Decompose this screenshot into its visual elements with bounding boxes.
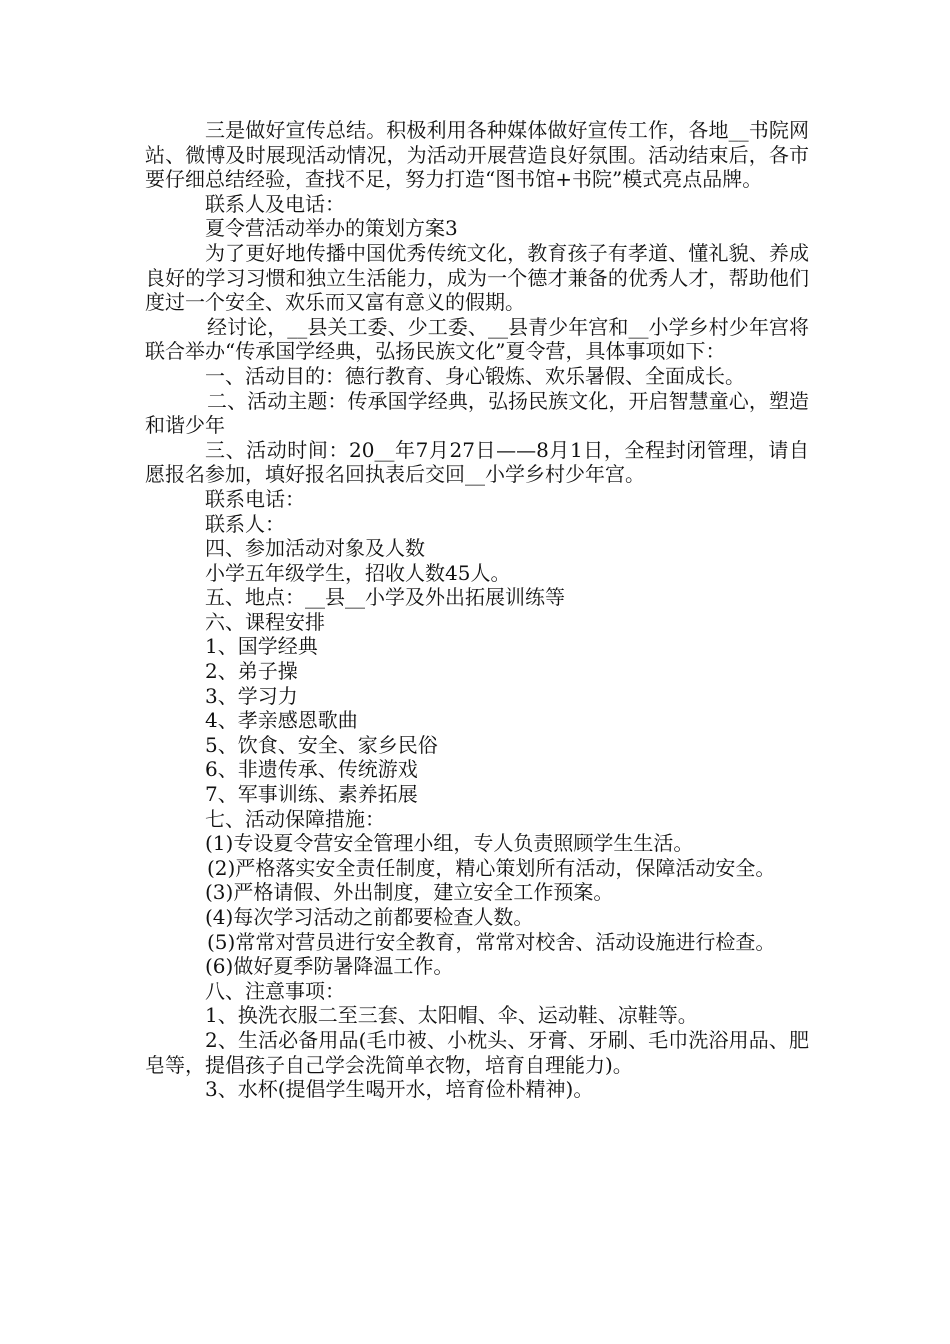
paragraph: 六、课程安排 bbox=[205, 609, 325, 634]
paragraph: (5)常常对营员进行安全教育，常常对校舍、活动设施进行检查。 bbox=[207, 929, 776, 954]
paragraph: 夏令营活动举办的策划方案3 bbox=[205, 216, 458, 241]
paragraph: 联系电话： bbox=[205, 486, 305, 511]
paragraph: 3、学习力 bbox=[205, 683, 298, 708]
paragraph: 2、生活必备用品(毛巾被、小枕头、牙膏、牙刷、毛巾洗浴用品、肥皂等，提倡孩子自己学会洗简单衣物，培育自理能力)。 bbox=[145, 1027, 809, 1077]
paragraph: 联系人： bbox=[205, 511, 285, 536]
paragraph: 联系人及电话： bbox=[205, 191, 345, 216]
paragraph: 7、军事训练、素养拓展 bbox=[205, 782, 418, 807]
paragraph: 1、换洗衣服二至三套、太阳帽、伞、运动鞋、凉鞋等。 bbox=[205, 1003, 698, 1028]
paragraph: 3、水杯(提倡学生喝开水，培育俭朴精神)。 bbox=[205, 1077, 594, 1102]
paragraph: (2)严格落实安全责任制度，精心策划所有活动，保障活动安全。 bbox=[207, 855, 776, 880]
paragraph: 经讨论，__县关工委、少工委、__县青少年宫和__小学乡村少年宫将联合举办“传承国学经典，弘扬民族文化”夏令营，具体事项如下： bbox=[145, 314, 809, 364]
paragraph: 小学五年级学生，招收人数45人。 bbox=[205, 560, 511, 585]
paragraph: (6)做好夏季防暑降温工作。 bbox=[205, 954, 454, 979]
paragraph: 八、注意事项： bbox=[205, 978, 345, 1003]
document-body bbox=[145, 118, 809, 1102]
paragraph: 三、活动时间：20__年7月27日——8月1日，全程封闭管理，请自愿报名参加，填好报名回执表后交回__小学乡村少年宫。 bbox=[145, 437, 809, 487]
paragraph: 五、地点：__县__小学及外出拓展训练等 bbox=[205, 585, 565, 610]
paragraph: 七、活动保障措施： bbox=[205, 806, 385, 831]
paragraph: 二、活动主题：传承国学经典，弘扬民族文化，开启智慧童心，塑造和谐少年 bbox=[145, 388, 809, 438]
paragraph: (1)专设夏令营安全管理小组，专人负责照顾学生生活。 bbox=[205, 831, 694, 856]
paragraph: 一、活动目的：德行教育、身心锻炼、欢乐暑假、全面成长。 bbox=[205, 363, 745, 388]
paragraph: 三是做好宣传总结。积极利用各种媒体做好宣传工作，各地__书院网站、微博及时展现活动情况，为活动开展营造良好氛围。活动结束后，各市要仔细总结经验，查找不足，努力打造“图书馆+书院”模式亮点品牌。 bbox=[145, 118, 809, 192]
paragraph: (4)每次学习活动之前都要检查人数。 bbox=[205, 905, 534, 929]
paragraph: 4、孝亲感恩歌曲 bbox=[205, 708, 358, 733]
paragraph: 2、弟子操 bbox=[205, 659, 298, 684]
paragraph: 四、参加活动对象及人数 bbox=[205, 536, 425, 561]
paragraph: 为了更好地传播中国优秀传统文化，教育孩子有孝道、懂礼貌、养成良好的学习习惯和独立生活能力，成为一个德才兼备的优秀人才，帮助他们度过一个安全、欢乐而又富有意义的假期。 bbox=[145, 240, 809, 315]
paragraph: (3)严格请假、外出制度，建立安全工作预案。 bbox=[205, 880, 614, 905]
paragraph: 5、饮食、安全、家乡民俗 bbox=[205, 732, 438, 757]
paragraph: 6、非遗传承、传统游戏 bbox=[205, 757, 418, 782]
paragraph: 1、国学经典 bbox=[205, 634, 318, 659]
